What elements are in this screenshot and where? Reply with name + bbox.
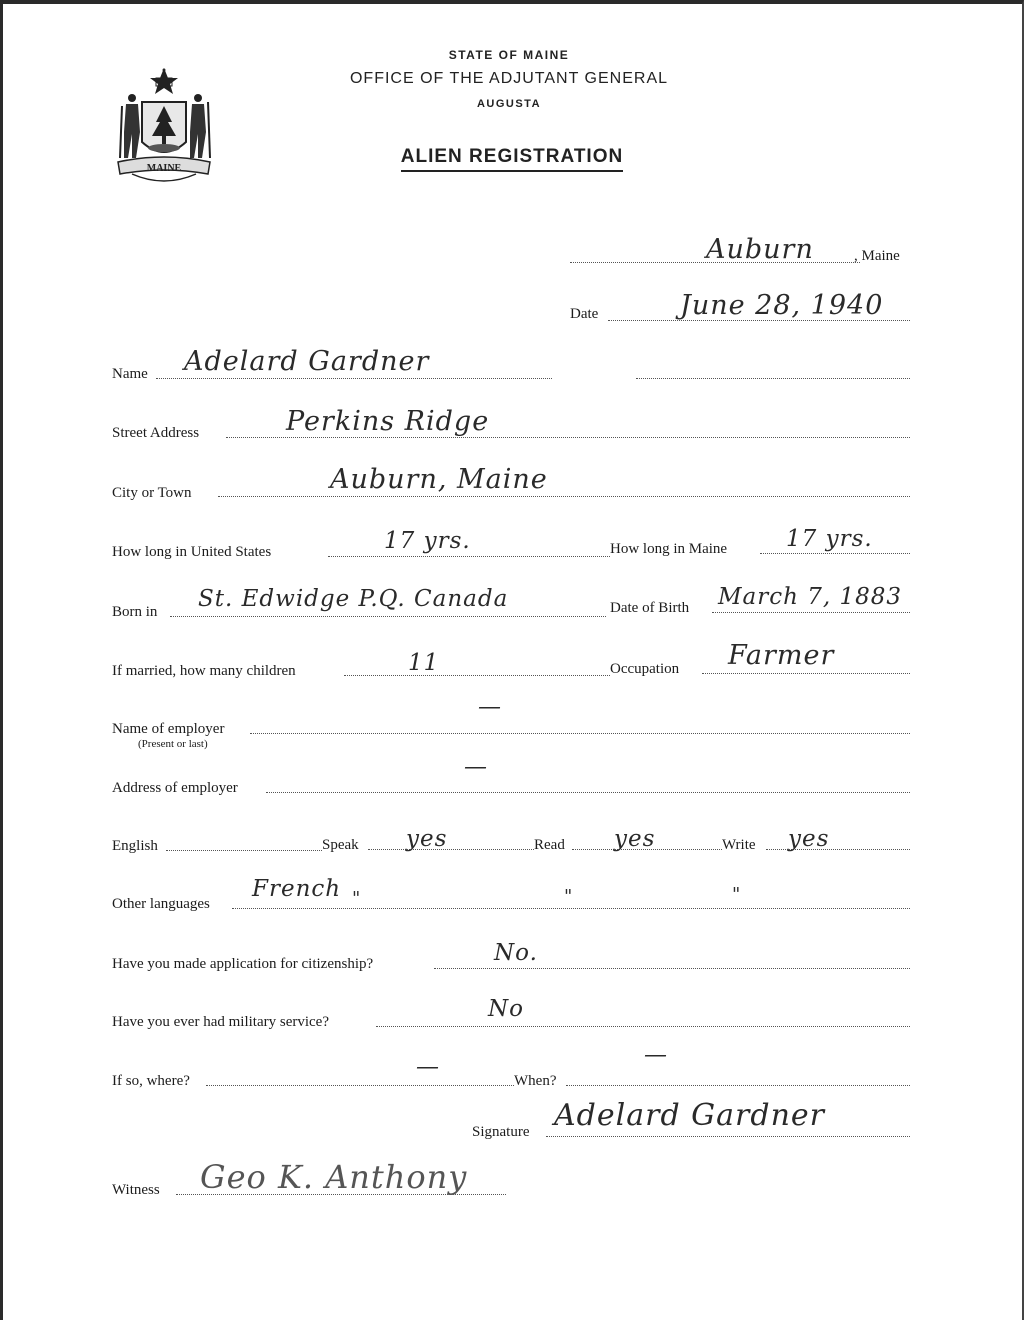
how-long-maine-line (760, 553, 910, 554)
signature-label: Signature (472, 1124, 530, 1140)
street-address-line (226, 437, 910, 438)
other-languages-label: Other languages (112, 896, 210, 912)
witness-entry[interactable]: Geo K. Anthony (200, 1158, 468, 1196)
read-label: Read (534, 837, 565, 853)
form-title (0, 146, 1024, 168)
other-languages-ditto-3: " (732, 884, 742, 905)
speak-label: Speak (322, 837, 359, 853)
where-line (206, 1085, 514, 1086)
where-entry[interactable]: — (416, 1054, 440, 1080)
occupation-line (702, 673, 910, 674)
how-long-us-label: How long in United States (112, 544, 272, 560)
name-label: Name (112, 366, 148, 382)
how-long-us-entry[interactable]: 17 yrs. (384, 528, 471, 554)
when-line (566, 1085, 910, 1086)
employer-name-label: Name of employer (112, 721, 225, 737)
other-languages-ditto-2: " (564, 886, 574, 907)
office-heading: OFFICE OF THE ADJUTANT GENERAL (349, 70, 669, 87)
city-or-town-entry[interactable]: Auburn, Maine (330, 464, 548, 495)
if-so-where-label: If so, where? (112, 1073, 190, 1089)
other-languages-entry[interactable]: French (252, 876, 342, 902)
citizenship-entry[interactable]: No. (494, 940, 538, 966)
children-entry[interactable]: 11 (408, 650, 440, 676)
date-label: Date (570, 306, 599, 322)
born-in-entry[interactable]: St. Edwidge P.Q. Canada (198, 586, 509, 612)
street-address-entry[interactable]: Perkins Ridge (286, 406, 490, 437)
seal-text: MAINE (146, 163, 182, 174)
employer-note-label: (Present or last) (138, 738, 208, 750)
employer-address-label: Address of employer (112, 780, 238, 796)
speak-entry[interactable]: yes (406, 826, 448, 852)
signature-line (546, 1136, 910, 1137)
read-entry[interactable]: yes (614, 826, 656, 852)
children-label: If married, how many children (112, 663, 296, 679)
city-heading: AUGUSTA (476, 98, 542, 110)
citizenship-label: Have you made application for citizenship? (112, 956, 374, 972)
street-address-label: Street Address (112, 425, 200, 441)
name-line-2 (636, 378, 910, 379)
state-heading: STATE OF MAINE (448, 48, 570, 62)
date-of-birth-line (712, 612, 910, 613)
when-entry[interactable]: — (644, 1042, 668, 1068)
when-label: When? (514, 1073, 557, 1089)
military-entry[interactable]: No (488, 996, 524, 1022)
employer-name-line (250, 733, 910, 734)
occupation-label: Occupation (610, 661, 680, 677)
date-entry[interactable]: June 28, 1940 (680, 290, 884, 321)
maine-suffix-label: , Maine (854, 248, 900, 264)
children-line (344, 675, 610, 676)
employer-address-line (266, 792, 910, 793)
occupation-entry[interactable]: Farmer (728, 640, 835, 671)
signature-entry[interactable]: Adelard Gardner (554, 1098, 825, 1133)
how-long-maine-label: How long in Maine (610, 541, 728, 557)
citizenship-line (434, 968, 910, 969)
form-title-text: ALIEN REGISTRATION (401, 146, 623, 172)
town-entry[interactable]: Auburn (706, 234, 814, 265)
name-line-1 (156, 378, 552, 379)
city-or-town-label: City or Town (112, 485, 192, 501)
employer-name-entry[interactable]: — (478, 694, 502, 720)
write-label: Write (722, 837, 756, 853)
city-or-town-line (218, 496, 910, 497)
how-long-maine-entry[interactable]: 17 yrs. (786, 526, 873, 552)
born-in-label: Born in (112, 604, 158, 620)
military-label: Have you ever had military service? (112, 1014, 329, 1030)
witness-label: Witness (112, 1182, 160, 1198)
name-entry[interactable]: Adelard Gardner (184, 346, 430, 377)
write-entry[interactable]: yes (788, 826, 830, 852)
employer-address-entry[interactable]: — (464, 754, 488, 780)
english-line (166, 850, 322, 851)
date-of-birth-label: Date of Birth (610, 600, 690, 616)
other-languages-ditto-1: " (352, 888, 362, 909)
military-line (376, 1026, 910, 1027)
date-of-birth-entry[interactable]: March 7, 1883 (718, 584, 903, 610)
how-long-us-line (328, 556, 610, 557)
other-languages-line (232, 908, 910, 909)
born-in-line (170, 616, 606, 617)
speak-line (368, 849, 534, 850)
english-label: English (112, 838, 158, 854)
